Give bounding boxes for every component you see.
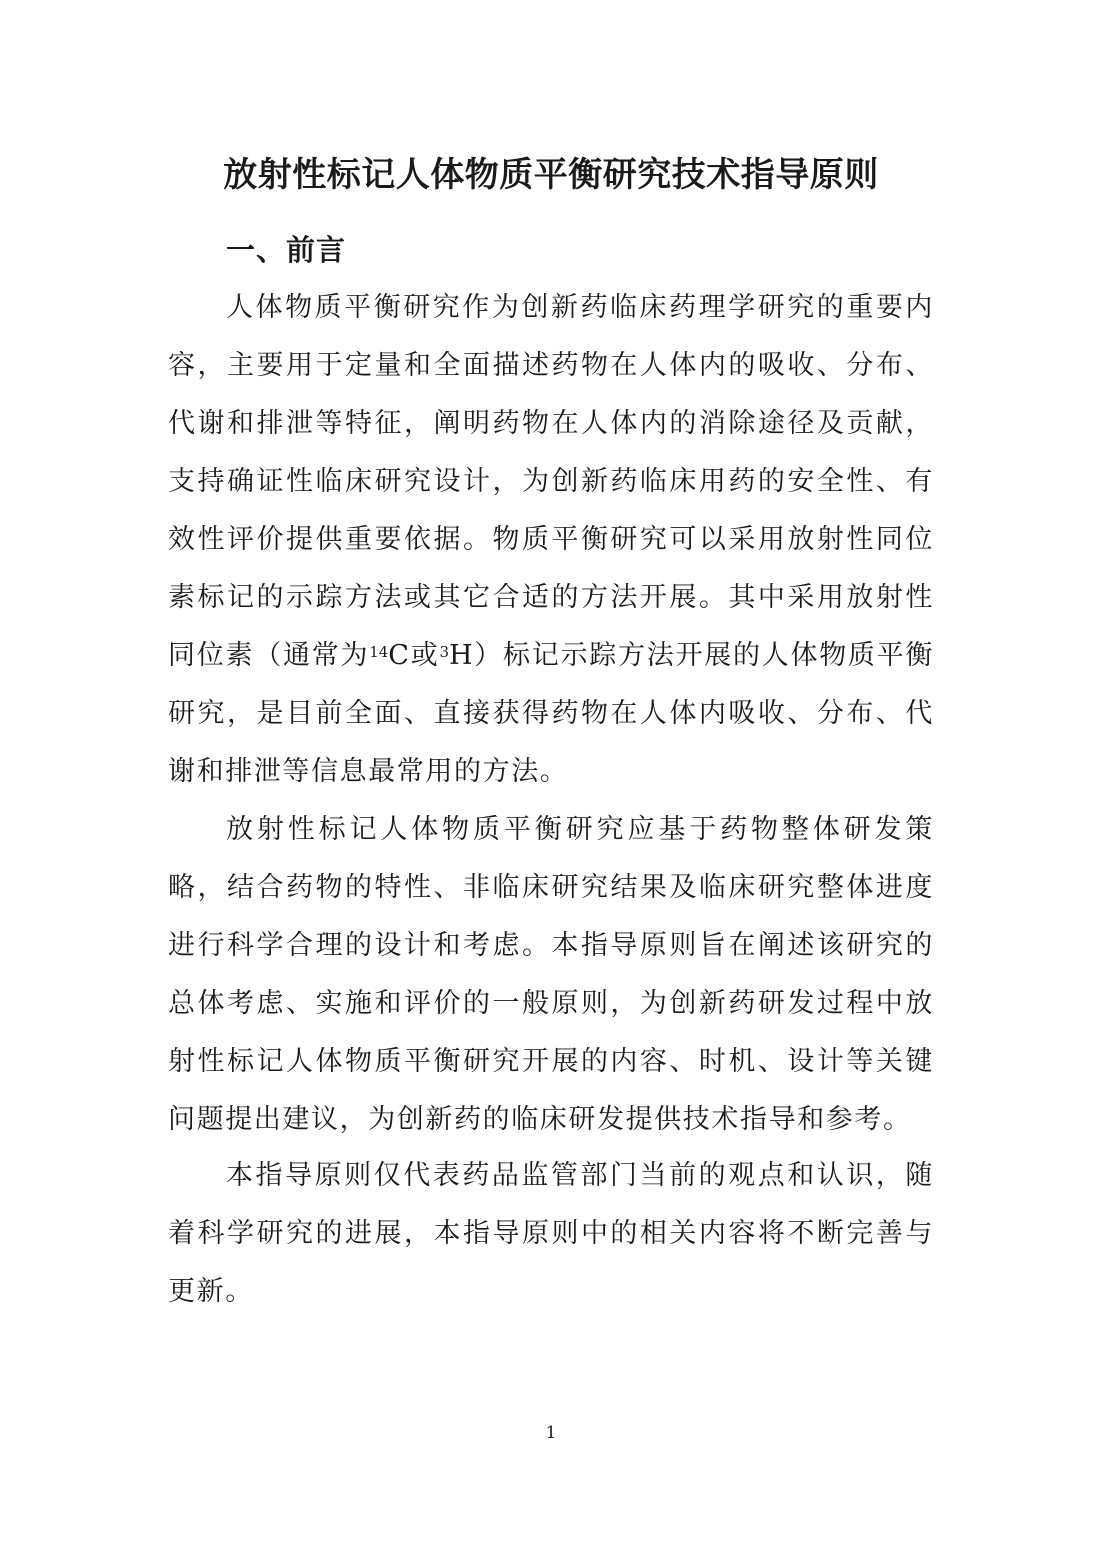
paragraph-text-continued: H）标记示踪方法开展的人体物质平衡研究，是目前全面、直接获得药物在人体内吸收、分布、代谢和排泄等信息最常用的方法。 bbox=[168, 640, 935, 787]
section-heading: 一、前言 bbox=[226, 233, 347, 267]
carbon-symbol: C或 bbox=[388, 640, 440, 671]
page-number: 1 bbox=[545, 1423, 557, 1443]
paragraph-introduction bbox=[168, 279, 934, 801]
carbon-mass-number: 14 bbox=[369, 643, 389, 661]
paragraph-study-strategy: 放射性标记人体物质平衡研究应基于药物整体研发策略，结合药物的特性、非临床研究结果及临床研究整体进度进行科学合理的设计和考虑。本指导原则旨在阐述该研究的总体考虑、实施和评价的一般原则，为创新药研发过程中放射性标记人体物质平衡研究开展的内容、时机、设计等关键问题提出建议，为创新药的临床研发提供技术指导和参考。 bbox=[168, 814, 934, 1135]
paragraph-text: 人体物质平衡研究作为创新药临床药理学研究的重要内容，主要用于定量和全面描述药物在人体内的吸收、分布、代谢和排泄等特征，阐明药物在人体内的消除途径及贡献，支持确证性临床研究设计，为创新药临床用药的安全性、有效性评价提供重要依据。物质平衡研究可以采用放射性同位素标记的示踪方法或其它合适的方法开展。其中采用放射性同位素（通常为 bbox=[168, 292, 934, 671]
paragraph-disclaimer: 本指导原则仅代表药品监管部门当前的观点和认识，随着科学研究的进展，本指导原则中的相关内容将不断完善与更新。 bbox=[168, 1160, 934, 1307]
hydrogen-mass-number: 3 bbox=[439, 643, 449, 661]
document-title: 放射性标记人体物质平衡研究技术指导原则 bbox=[223, 155, 879, 195]
